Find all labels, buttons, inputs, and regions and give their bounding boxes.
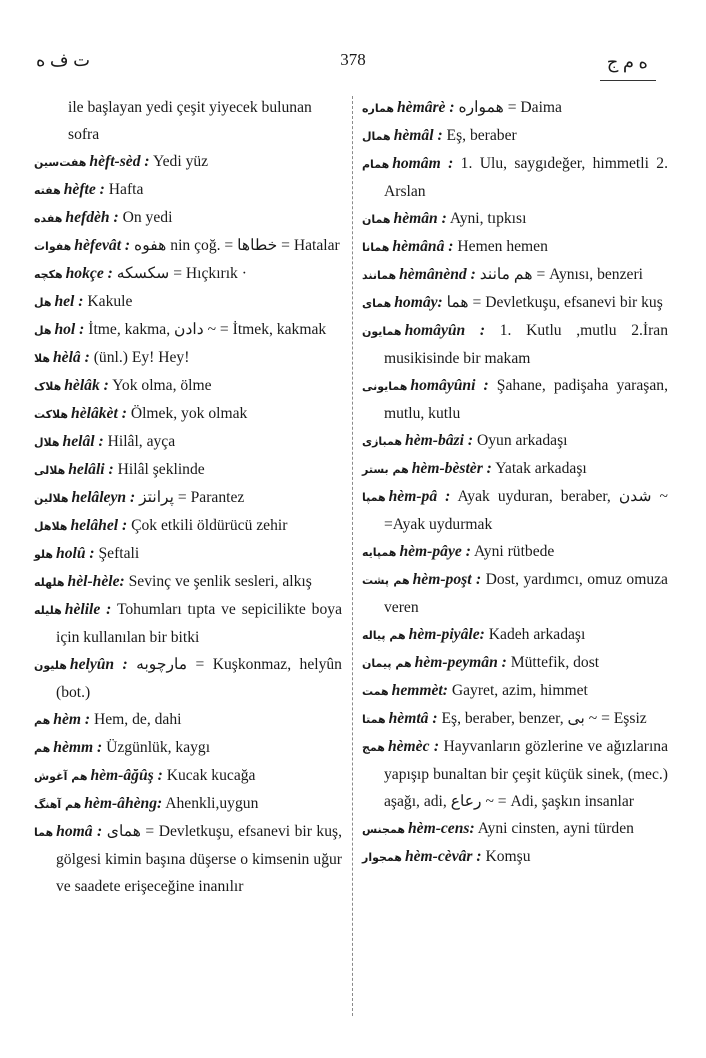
arabic-headword: هلهله	[34, 576, 65, 589]
dictionary-entry	[362, 649, 668, 677]
transliteration: helâli :	[68, 461, 114, 478]
arabic-headword: همان	[362, 213, 391, 226]
dictionary-entry	[362, 150, 668, 205]
definition: Üzgünlük, kaygı	[106, 739, 211, 756]
arabic-headword: هلاهل	[34, 520, 68, 533]
arabic-headword: هم پشت	[362, 574, 410, 587]
definition: Şahane, padişaha yaraşan, mutlu, kutlu	[384, 377, 668, 422]
transliteration: hèm-peymân :	[414, 654, 507, 671]
transliteration: hèlâk :	[64, 377, 109, 394]
page-header	[0, 50, 706, 80]
arabic-headword: همانا	[362, 241, 390, 254]
header-letters-right: ه م ج	[606, 52, 648, 72]
arabic-headword: هلالی	[34, 464, 66, 477]
definition: 1. Ulu, saygıdeğer, himmetli 2. Arslan	[384, 155, 668, 200]
arabic-headword: همال	[362, 130, 391, 143]
arabic-headword: هم	[34, 714, 51, 727]
transliteration: hèmâl :	[393, 127, 443, 144]
dictionary-entry	[34, 176, 342, 204]
definition: Ayni rütbede	[473, 543, 555, 560]
definition: Hemen hemen	[457, 238, 548, 255]
transliteration: homâm :	[392, 155, 454, 172]
definition: Ayni cinsten, ayni türden	[477, 820, 634, 837]
transliteration: helâhel :	[70, 517, 128, 534]
dictionary-entry	[362, 317, 668, 372]
definition: Ahenkli,uygun	[165, 795, 259, 812]
transliteration: hèmânènd :	[399, 266, 476, 283]
arabic-headword: هفده	[34, 212, 63, 225]
transliteration: hèm-piyâle:	[408, 626, 485, 643]
arabic-headword: هل	[34, 324, 52, 337]
dictionary-entry	[362, 372, 668, 427]
transliteration: hol :	[54, 321, 85, 338]
transliteration: hèfevât :	[74, 237, 131, 254]
arabic-headword: هلال	[34, 436, 60, 449]
definition: Sevinç ve şenlik sesleri, alkış	[128, 573, 312, 590]
transliteration: hèm-poşt :	[412, 571, 482, 588]
definition: Ayak uyduran, beraber, شدن ~ =Ayak uydurmak	[384, 488, 668, 533]
definition: İtme, kakma, دادن ~ = İtmek, kakmak	[88, 321, 327, 338]
definition: هم مانند = Aynısı, benzeri	[479, 266, 643, 283]
definition: هموارە = Daima	[458, 99, 562, 116]
transliteration: hel :	[54, 293, 84, 310]
dictionary-entry	[34, 762, 342, 790]
dictionary-entry	[362, 94, 668, 122]
arabic-headword: هم آغوش	[34, 770, 88, 783]
transliteration: hèm-âhèng:	[84, 795, 163, 812]
transliteration: hèm-cens:	[407, 820, 475, 837]
dictionary-entry	[34, 260, 342, 288]
definition: Yok olma, ölme	[112, 377, 212, 394]
transliteration: hèm-bâzi :	[405, 432, 474, 449]
transliteration: hèmârè :	[396, 99, 455, 116]
transliteration: hèm-cèvâr :	[404, 848, 482, 865]
transliteration: helâl :	[62, 433, 104, 450]
arabic-headword: همجنس	[362, 823, 405, 836]
right-column	[362, 94, 668, 871]
arabic-headword: همایونی	[362, 380, 408, 393]
arabic-headword: هلا	[34, 352, 50, 365]
definition: Yedi yüz	[152, 153, 209, 170]
definition: Şeftali	[98, 545, 140, 562]
arabic-headword: همانند	[362, 269, 397, 282]
transliteration: homâ :	[56, 823, 103, 840]
definition: Hilâl şeklinde	[117, 461, 205, 478]
definition: Oyun arkadaşı	[476, 432, 568, 449]
arabic-headword: هکچه	[34, 268, 63, 281]
arabic-headword: همتا	[362, 713, 386, 726]
arabic-headword: هم پیمان	[362, 657, 412, 670]
definition: همای = Devletkuşu, efsanevi bir kuş, gölgesi kimin başına düşerse o kimsenin uğur ve saadete erişeceğine inanılır	[56, 823, 342, 895]
dictionary-entry	[34, 288, 342, 316]
dictionary-entry	[34, 651, 342, 706]
arabic-headword: همج	[362, 741, 385, 754]
dictionary-entry	[34, 232, 342, 260]
transliteration: hèfte :	[63, 181, 105, 198]
definition: Komşu	[485, 848, 531, 865]
arabic-headword: هم	[34, 742, 51, 755]
transliteration: hèlâ :	[52, 349, 90, 366]
transliteration: hokçe :	[65, 265, 113, 282]
dictionary-entry	[362, 705, 668, 733]
transliteration: hèmânâ :	[392, 238, 454, 255]
left-entries	[34, 148, 342, 900]
dictionary-entry	[34, 512, 342, 540]
definition: هفوه nin çoğ. = خطاها = Hatalar	[134, 237, 340, 254]
dictionary-entry	[34, 148, 342, 176]
transliteration: homây:	[394, 294, 443, 311]
dictionary-entry	[34, 568, 342, 596]
transliteration: hèft-sèd :	[89, 153, 150, 170]
dictionary-entry	[362, 733, 668, 815]
definition: Ölmek, yok olmak	[130, 405, 248, 422]
arabic-headword: هلیون	[34, 659, 67, 672]
definition: مارچوبه = Kuşkonmaz, helyûn (bot.)	[56, 656, 342, 701]
transliteration: hèm-pâye :	[399, 543, 471, 560]
dictionary-entry	[34, 456, 342, 484]
dictionary-entry	[362, 205, 668, 233]
definition: Çok etkili öldürücü zehir	[131, 517, 288, 534]
dictionary-entry	[362, 261, 668, 289]
dictionary-entry	[34, 204, 342, 232]
dictionary-entry	[362, 122, 668, 150]
arabic-headword: همایون	[362, 325, 402, 338]
right-entries	[362, 94, 668, 871]
dictionary-entry	[34, 400, 342, 428]
definition: Kakule	[87, 293, 133, 310]
transliteration: hefdèh :	[65, 209, 119, 226]
dictionary-entry	[362, 538, 668, 566]
dictionary-entry	[34, 484, 342, 512]
definition: Eş, beraber, benzer, بی ~ = Eşsiz	[441, 710, 647, 727]
dictionary-entry	[362, 843, 668, 871]
definition: Yatak arkadaşı	[495, 460, 587, 477]
transliteration: hèl-hèle:	[67, 573, 125, 590]
arabic-headword: همبازی	[362, 435, 403, 448]
transliteration: holû :	[56, 545, 95, 562]
definition: Müttefik, dost	[510, 654, 600, 671]
arabic-headword: هم بستر	[362, 463, 409, 476]
header-letters-left: ت ف ه	[36, 50, 91, 70]
arabic-headword: همپایه	[362, 546, 397, 559]
dictionary-entry	[34, 540, 342, 568]
arabic-headword: هلاک	[34, 380, 62, 393]
transliteration: hèm :	[53, 711, 91, 728]
definition: Kadeh arkadaşı	[488, 626, 586, 643]
dictionary-entry	[34, 706, 342, 734]
dictionary-entry	[34, 818, 342, 900]
definition: Dost, yardımcı, omuz omuza veren	[384, 571, 668, 616]
dictionary-entry	[362, 427, 668, 455]
transliteration: hèmtâ :	[388, 710, 438, 727]
dictionary-entry	[362, 815, 668, 843]
dictionary-entry	[34, 344, 342, 372]
dictionary-entry	[34, 596, 342, 651]
transliteration: hèmm :	[53, 739, 103, 756]
arabic-headword: همجوار	[362, 851, 402, 864]
transliteration: homâyûn :	[404, 322, 486, 339]
definition: Gayret, azim, himmet	[451, 682, 588, 699]
definition: سکسکه = Hıçkırık ·	[116, 265, 247, 282]
arabic-headword: هلالین	[34, 492, 69, 505]
definition: (ünl.) Ey! Hey!	[93, 349, 190, 366]
dictionary-entry	[34, 790, 342, 818]
definition: Hafta	[108, 181, 144, 198]
transliteration: helâleyn :	[71, 489, 136, 506]
arabic-headword: همام	[362, 158, 390, 171]
arabic-headword: همت	[362, 685, 389, 698]
dictionary-entry	[34, 372, 342, 400]
continuation-text: ile başlayan yedi çeşit yiyecek bulunan sofra	[68, 99, 312, 143]
definition: On yedi	[122, 209, 173, 226]
definition: Hilâl, ayça	[107, 433, 176, 450]
column-divider	[352, 96, 353, 1016]
transliteration: hemmèt:	[391, 682, 448, 699]
transliteration: helyûn :	[69, 656, 128, 673]
definition: Tohumları tıpta ve sepicilikte boya için kullanılan bir bitki	[56, 601, 342, 646]
transliteration: hèm-bèstèr :	[411, 460, 492, 477]
dictionary-entry	[362, 289, 668, 317]
dictionary-entry	[362, 233, 668, 261]
definition: هما = Devletkuşu, efsanevi bir kuş	[446, 294, 663, 311]
arabic-headword: هل	[34, 296, 52, 309]
arabic-headword: همای	[362, 297, 392, 310]
arabic-headword: هلاکت	[34, 408, 69, 421]
definition: Kucak kucağa	[166, 767, 256, 784]
definition: Eş, beraber	[446, 127, 517, 144]
page-number: 378	[340, 50, 366, 69]
dictionary-entry	[34, 428, 342, 456]
left-column	[34, 94, 342, 900]
arabic-headword: هم پیاله	[362, 629, 406, 642]
definition: Ayni, tıpkısı	[449, 210, 527, 227]
transliteration: hèm-pâ :	[388, 488, 451, 505]
transliteration: hèm-âğûş :	[90, 767, 163, 784]
definition: 1. Kutlu ,mutlu 2.İran musikisinde bir makam	[384, 322, 668, 367]
dictionary-entry	[362, 677, 668, 705]
dictionary-entry	[362, 566, 668, 621]
arabic-headword: هلو	[34, 548, 54, 561]
dictionary-entry	[34, 316, 342, 344]
arabic-headword: هفته	[34, 184, 61, 197]
dictionary-entry	[362, 455, 668, 483]
transliteration: hèlile :	[64, 601, 112, 618]
definition: پرانتز = Parantez	[139, 489, 245, 506]
arabic-headword: هما	[34, 826, 54, 839]
arabic-headword: هفت‌سین	[34, 156, 87, 169]
transliteration: homâyûni :	[410, 377, 489, 394]
header-rule	[600, 80, 656, 81]
arabic-headword: هلیله	[34, 604, 62, 617]
dictionary-entry	[362, 483, 668, 538]
dictionary-entry	[34, 734, 342, 762]
arabic-headword: هفوات	[34, 240, 72, 253]
dictionary-entry	[362, 621, 668, 649]
arabic-headword: هم آهنگ	[34, 798, 82, 811]
transliteration: hèmân :	[393, 210, 447, 227]
definition: Hem, de, dahi	[94, 711, 182, 728]
transliteration: hèmèc :	[387, 738, 440, 755]
arabic-headword: همپا	[362, 491, 386, 504]
definition: Hayvanların gözlerine ve ağızlarına yapışıp bunaltan bir çeşit küçük sinek, (mec.) aşağı, adi, رعاع ~ = Adi, şaşkın insanlar	[384, 738, 668, 810]
transliteration: hèlâkèt :	[71, 405, 127, 422]
arabic-headword: همارە	[362, 102, 394, 115]
